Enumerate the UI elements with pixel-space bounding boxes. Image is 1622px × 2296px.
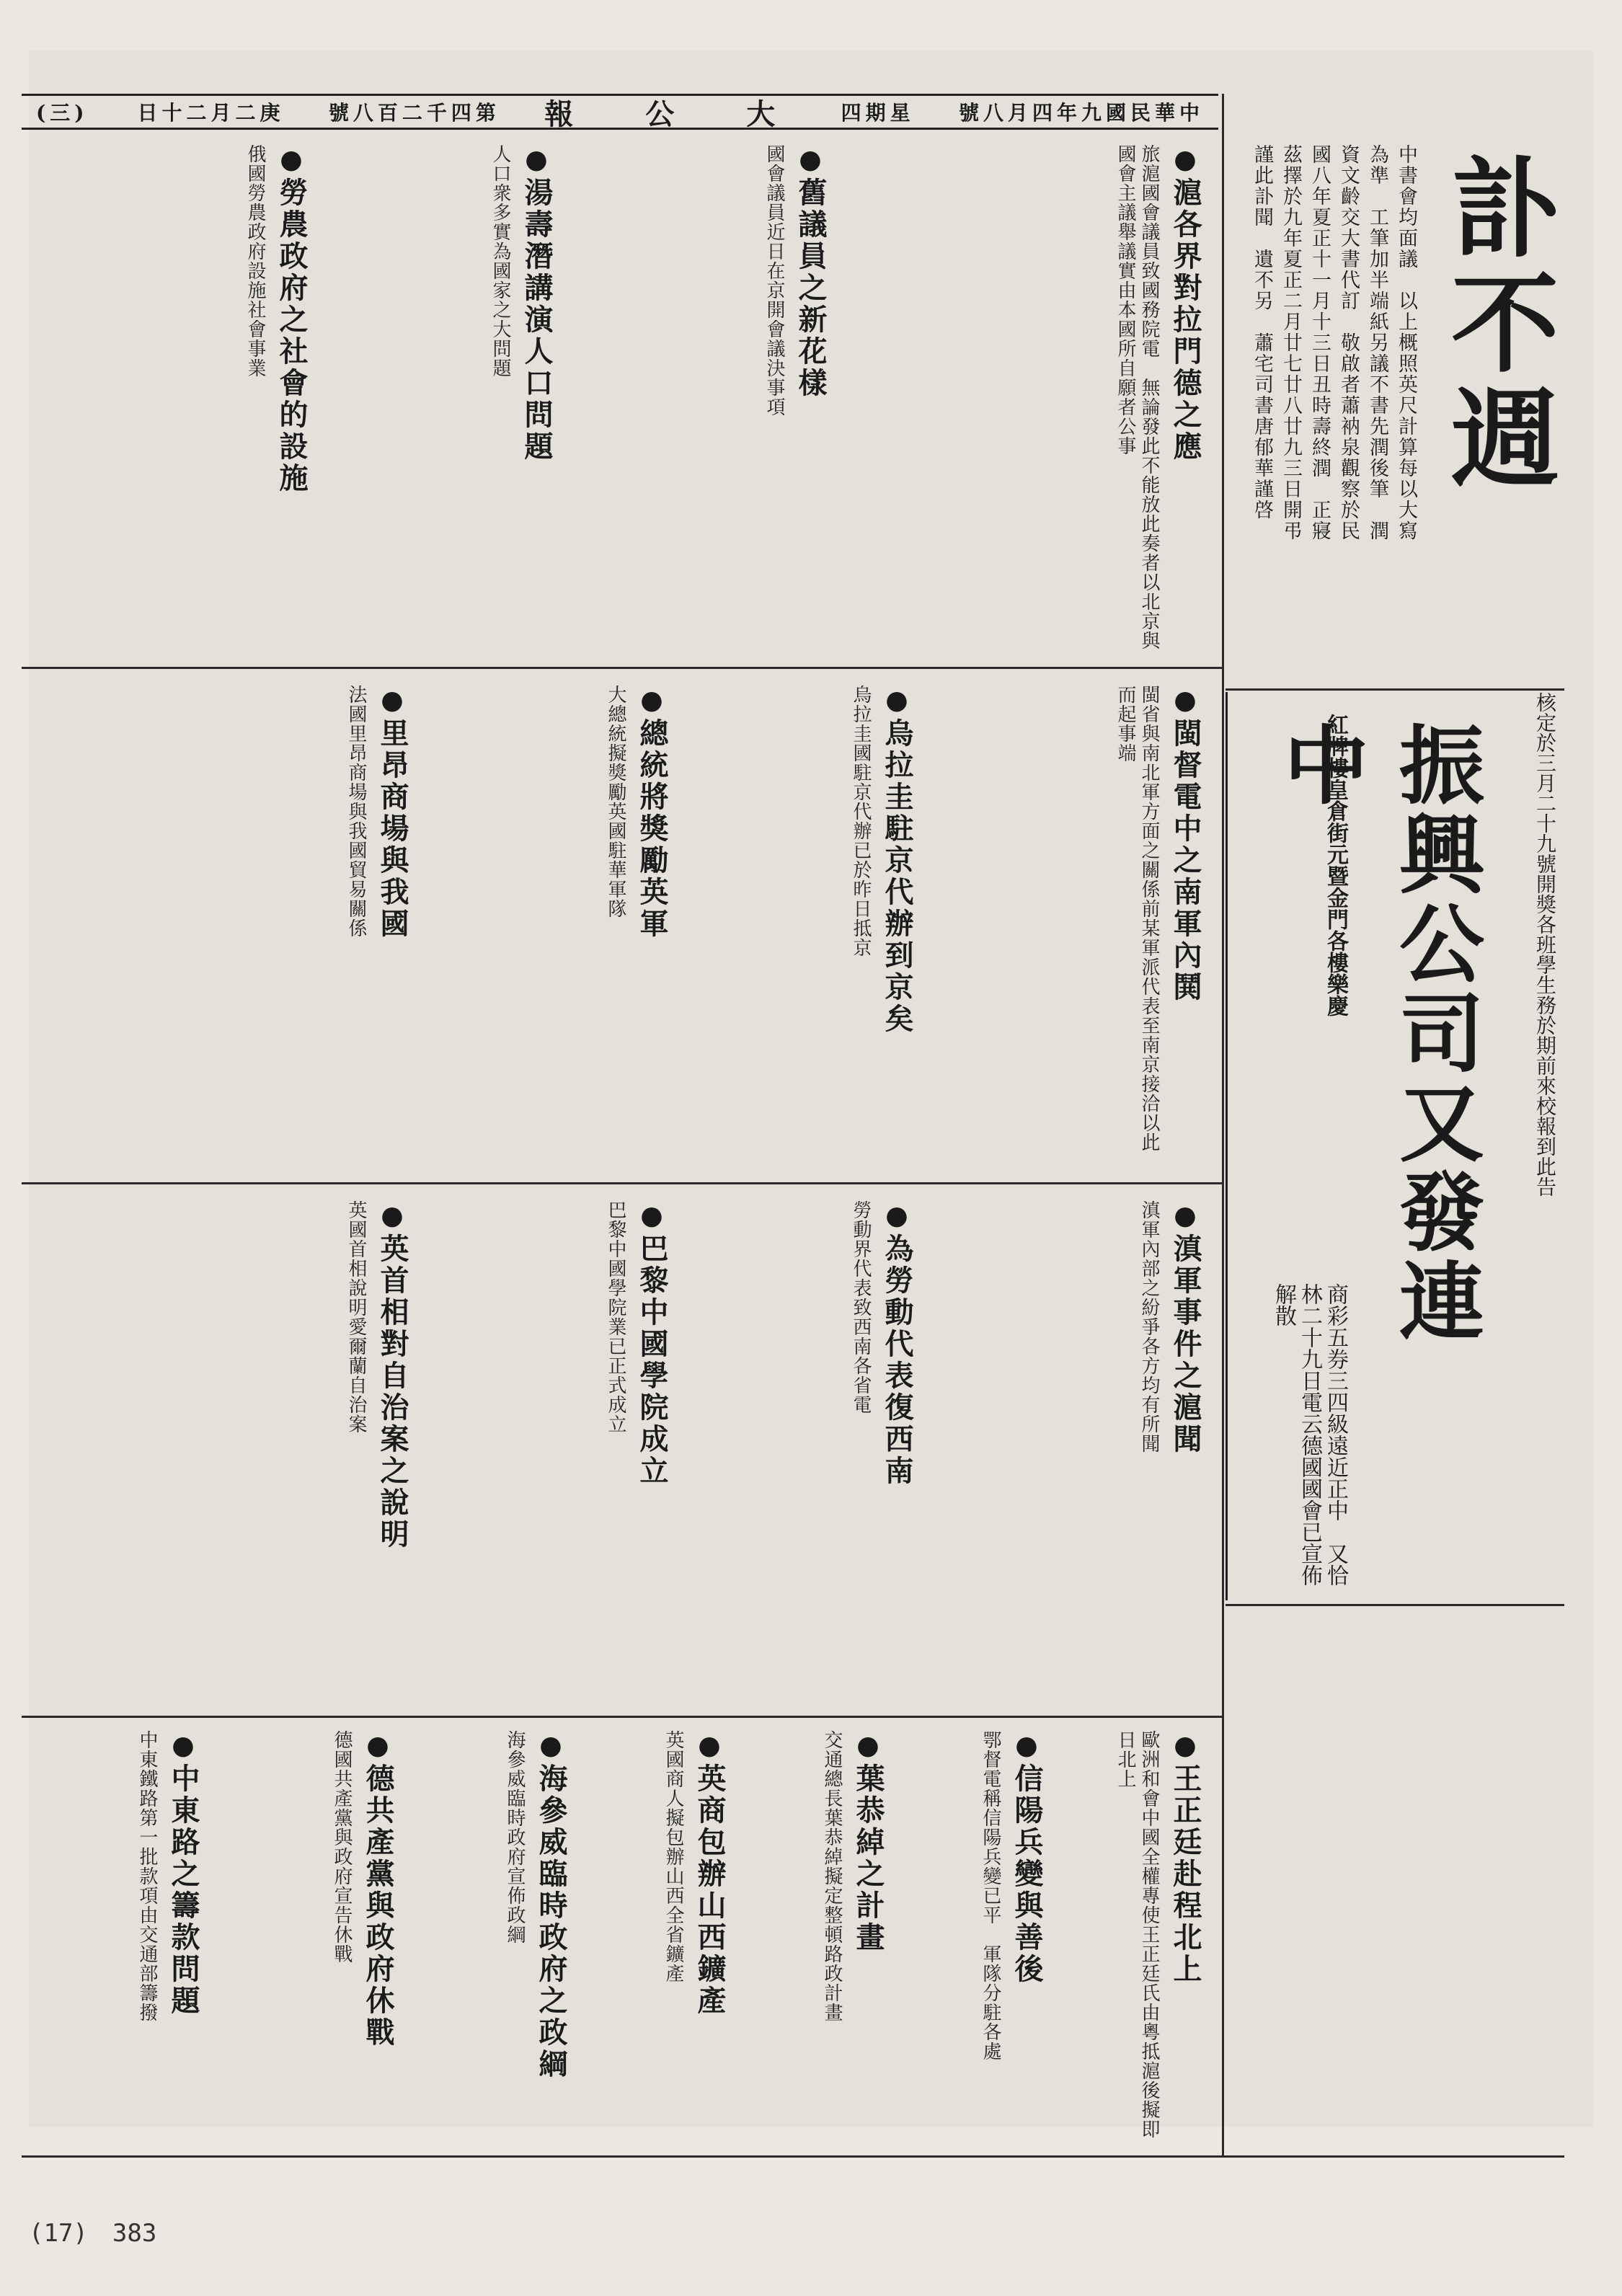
article-body-a6: 國會議員近日在京開會議決事項 xyxy=(763,144,785,417)
article-body-a10: 交通總長葉恭綽擬定整頓路政計畫 xyxy=(821,1730,843,2022)
headline-a11: ●英商包辦山西鑛產 xyxy=(693,1730,727,2017)
masthead-weekday: 四期星 xyxy=(841,101,915,125)
headline-a3: ●王正廷赴程北上 xyxy=(1169,1730,1202,1985)
obituary-title: 訃不週 xyxy=(1432,151,1559,497)
rule-band-2 xyxy=(22,1182,1222,1184)
headline-a12: ●湯壽潛講演人口問題 xyxy=(520,144,554,463)
article-body-a1: 旅滬國會議員致國務院電 無論發此不能放此奏者以北京與國會主議舉議實由本國所自願者公事 xyxy=(1114,144,1160,650)
masthead xyxy=(22,94,1218,130)
article-body-a14: 巴黎中國學院業已正式成立 xyxy=(605,1200,626,1434)
rule-right-section xyxy=(1222,94,1224,2155)
rule-page-bottom xyxy=(22,2155,1564,2158)
headline-a14: ●巴黎中國學院成立 xyxy=(635,1200,669,1487)
headline-a4: ●中東路之籌款問題 xyxy=(167,1730,200,2017)
headline-a6: ●舊議員之新花樣 xyxy=(794,144,828,399)
article-body-a12: 人口衆多實為國家之大問題 xyxy=(489,144,511,378)
headline-a1: ●滬各界對拉門德之應 xyxy=(1169,144,1202,463)
article-body-a11: 英國商人擬包辦山西全省鑛產 xyxy=(662,1730,684,1983)
headline-a5: ●信陽兵變與善後 xyxy=(1010,1730,1044,1985)
headline-a2: ●閩督電中之南軍內鬨 xyxy=(1169,685,1202,1003)
rule-band-1 xyxy=(22,667,1222,669)
article-body-a3: 歐洲和會中國全權專使王正廷氏由粵抵滬後擬即日北上 xyxy=(1114,1730,1160,2139)
headline-a10: ●葉恭綽之計畫 xyxy=(851,1730,885,1954)
masthead-issue-no: 號八百二千四第 xyxy=(328,101,500,125)
masthead-date-right: 號八月四年九國民華中 xyxy=(958,101,1204,125)
ad-side-label: 紅牌樓皇倉街元暨金門各樓樂慶 xyxy=(1323,714,1348,1016)
article-body-a9: 勞動界代表致西南各省電 xyxy=(850,1200,872,1414)
article-body-a5: 鄂督電稱信陽兵變已平 軍隊分駐各處 xyxy=(980,1730,1001,2061)
headline-a8: ●烏拉圭駐京代辦到京矣 xyxy=(880,685,914,1035)
obituary-body: 中書會均面議 以上概照英尺計算每以大寫為準 工筆加半端紙另議不書先潤後筆 潤資文齡交大書代訂 敬啟者蕭衲泉觀察於民國八年夏正十一月十三日丑時壽終潤 正寢茲擇於九年夏正二月廿七廿八廿九三日開弔謹此訃聞 遺不另 蕭宅司書唐郁華謹啓 xyxy=(1251,144,1417,541)
page-reference: (17) 383 xyxy=(29,2219,157,2248)
ad-notice: 核定於三月二十九號開獎各班學生務於期前來校報到此告 xyxy=(1533,692,1557,1197)
rule-ad-top xyxy=(1226,688,1564,691)
ad-detail: 商彩五券三四級遠近正中 又恰林二十九日電云德國國會已宣佈解散 xyxy=(1271,1283,1348,1586)
article-body-a4: 中東鐵路第一批款項由交通部籌撥 xyxy=(136,1730,158,2022)
article-body-a2: 閩省與南北軍方面之關係前某軍派代表至南京接洽以此而起事端 xyxy=(1114,685,1160,1152)
ad-heading: 振興公司又發連中 xyxy=(1269,721,1485,1347)
headline-a19: ●里昂商場與我國 xyxy=(376,685,409,940)
headline-a18: ●英首相對自治案之說明 xyxy=(376,1200,409,1551)
headline-a7: ●滇軍事件之滬聞 xyxy=(1169,1200,1202,1455)
headline-a15: ●海參威臨時政府之政綱 xyxy=(534,1730,568,2080)
masthead-date-left: (三) 日十二月二庚 xyxy=(36,101,285,125)
article-body-a7: 滇軍內部之紛爭各方均有所聞 xyxy=(1138,1200,1160,1453)
headline-a16: ●勞農政府之社會的設施 xyxy=(275,144,309,495)
article-body-a15: 海參威臨時政府宣佈政綱 xyxy=(504,1730,526,1944)
rule-band-3 xyxy=(22,1716,1222,1718)
article-body-a8: 烏拉圭國駐京代辦已於昨日抵京 xyxy=(850,685,872,957)
article-body-a19: 法國里昂商場與我國貿易關係 xyxy=(345,685,367,938)
masthead-paper-name: 報 公 大 xyxy=(544,97,797,131)
rule-ad-bottom xyxy=(1226,1604,1564,1606)
article-body-a18: 英國首相說明愛爾蘭自治案 xyxy=(345,1200,367,1434)
article-body-a13: 大總統擬獎勵英國駐華軍隊 xyxy=(605,685,626,918)
headline-a17: ●德共產黨與政府休戰 xyxy=(361,1730,395,2049)
headline-a13: ●總統將獎勵英軍 xyxy=(635,685,669,940)
article-body-a17: 德國共產黨與政府宣告休戰 xyxy=(331,1730,353,1964)
headline-a9: ●為勞動代表復西南 xyxy=(880,1200,914,1487)
article-body-a16: 俄國勞農政府設施社會事業 xyxy=(244,144,266,378)
